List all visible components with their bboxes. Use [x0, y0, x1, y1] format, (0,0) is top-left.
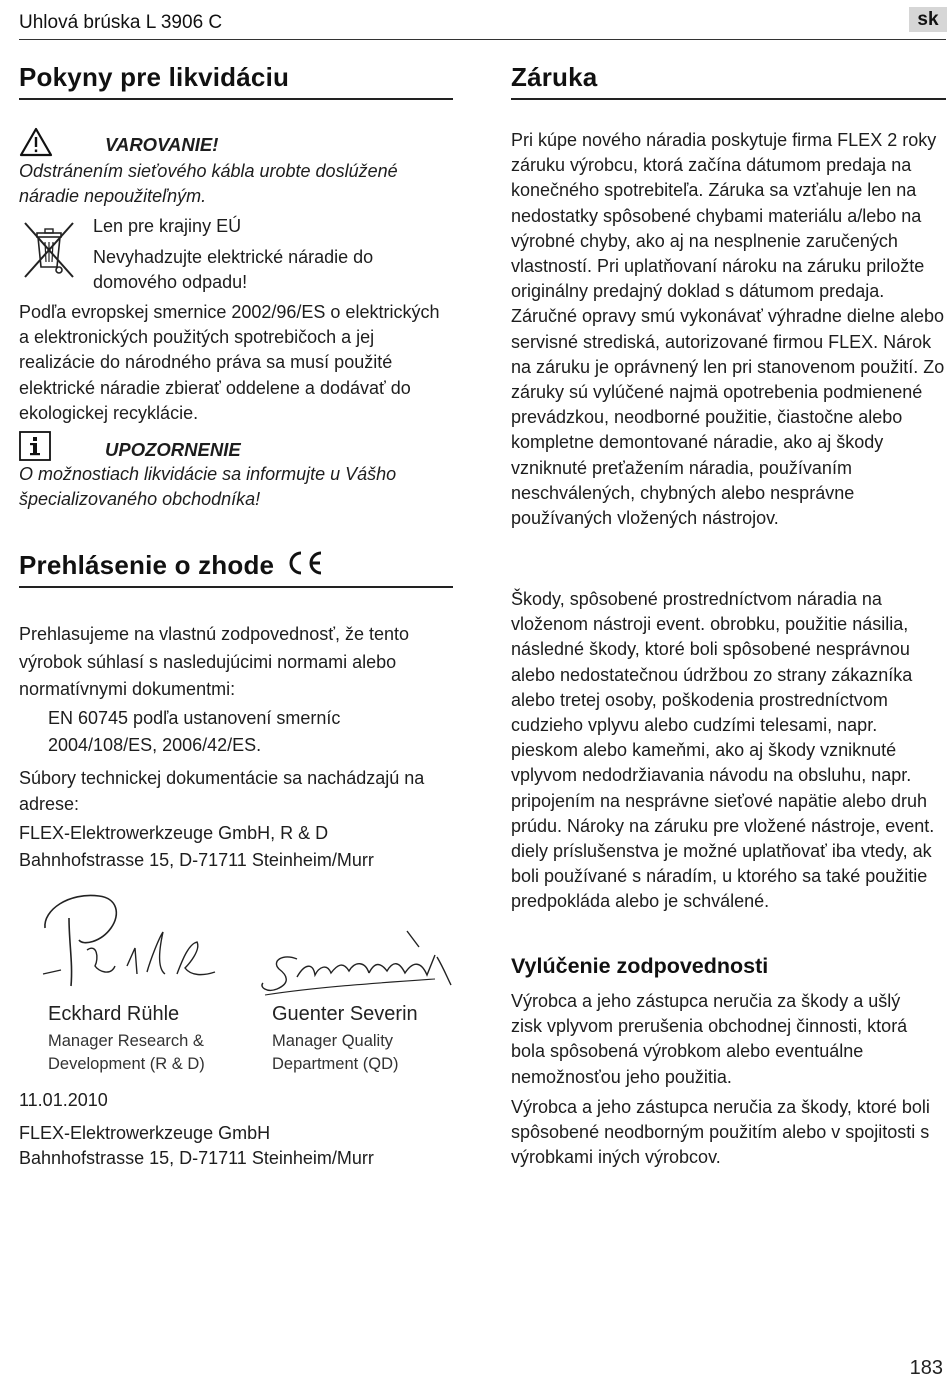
warranty-paragraph-1: Pri kúpe nového náradia poskytuje firma FLEX 2 roky záruku výrobcu, ktorá začína dátumom predaja na konečného spotrebiteľa. Záruka sa vzťahuje len na nedostatky spôsobené chybami materiálu a/lebo na výrobné chyby, ako aj na nesplnenie zaručených vlastností. Pri uplatňovaní nároku na záruku priložte originálny predajný doklad s dátumom predaja. Záručné opravy smú vykonávať výhradne dielne alebo servisné strediská, autorizované firmou FLEX. Nárok na záruku je oprávnený len pri stanovenom použití. Zo záruky sú vylúčené najmä opotrebenia podmienené prevádzkou, neodborné použitie, čiastočne alebo kompletne demontované náradie, ako aj škody vzniknuté preťažením náradia, používaním neschválených, chybných alebo nesprávne používaných vložených nástrojov.: [511, 130, 945, 529]
docs-text: Súbory technickej dokumentácie sa nachádzajú na adrese:: [19, 768, 425, 814]
standard-line-2: 2004/108/ES, 2006/42/ES.: [48, 735, 262, 755]
page-number: 183: [909, 1357, 943, 1379]
warranty-heading: Záruka: [511, 62, 598, 92]
signature-severin: [257, 925, 457, 1000]
address-line-2: Bahnhofstrasse 15, D-71711 Steinheim/Murr: [19, 850, 374, 870]
liability-paragraph-2: Výrobca a jeho zástupca neručia za škody, ktoré boli spôsobené neodborným použitím alebo v spojitosti s výrobkami iných výrobcov.: [511, 1097, 930, 1168]
signer2-role-2: Department (QD): [272, 1055, 399, 1073]
company-line-1: FLEX-Elektrowerkzeuge GmbH: [19, 1123, 271, 1143]
warning-triangle-icon: [19, 127, 53, 157]
eu-only-text: Len pre krajiny EÚ: [93, 216, 242, 236]
document-title: Uhlová brúska L 3906 C: [19, 12, 223, 33]
language-badge: sk: [909, 7, 947, 32]
warning-label: VAROVANIE!: [105, 134, 219, 155]
header-divider: [19, 39, 946, 40]
declaration-text: Prehlasujeme na vlastnú zodpovednosť, že tento výrobok súhlasí s nasledujúcimi normami alebo normatívnymi dokumentmi:: [19, 624, 409, 699]
conformity-heading-rule: [19, 586, 453, 588]
ce-mark-icon: [286, 550, 324, 583]
signer2-role-1: Manager Quality: [272, 1032, 394, 1050]
signer2-name: Guenter Severin: [272, 1003, 418, 1025]
company-line-2: Bahnhofstrasse 15, D-71711 Steinheim/Murr: [19, 1148, 374, 1168]
warranty-paragraph-2: Škody, spôsobené prostredníctvom náradia na vloženom nástroji event. obrobku, použitie násilia, následné škody, ktoré boli spôsobené nesprávnou alebo nedostatečnou údržbou zo strany zákazníka alebo tretej osoby, poškodenia prostredníctvom cudzieho vplyvu alebo cudzími telesami, napr. pieskom alebo kameňmi, ako aj škody vzniknuté vplyvom nedodržiavania návodu na obsluhu, napr. pripojením na nesprávne sieťové napätie alebo druh prúdu. Nároky na záruku pre vložené nástroje, event. diely príslušenstva je možné uplatňovať iba vtedy, ak boli používané s náradím, u ktorého sa také použitie predpokláda alebo je schválené.: [511, 589, 935, 912]
address-line-1: FLEX-Elektrowerkzeuge GmbH, R & D: [19, 823, 329, 843]
liability-heading: Vylúčenie zodpovednosti: [511, 954, 769, 978]
conformity-heading-text: Prehlásenie o zhode: [19, 550, 275, 580]
signing-date: 11.01.2010: [19, 1090, 108, 1110]
standard-line-1: EN 60745 podľa ustanovení smerníc: [48, 708, 341, 728]
note-label: UPOZORNENIE: [105, 439, 241, 460]
info-icon: [19, 431, 51, 461]
warning-text: Odstránením sieťového kábla urobte doslúžené náradie nepoužiteľným.: [19, 161, 398, 207]
note-text: O možnostiach likvidácie sa informujte u Vášho špecializovaného obchodníka!: [19, 464, 397, 510]
disposal-heading: Pokyny pre likvidáciu: [19, 62, 290, 92]
signature-ruehle: [39, 888, 219, 996]
liability-paragraph-1: Výrobca a jeho zástupca neručia za škody a ušlý zisk vplyvom prerušenia obchodnej činnosti, ktorá bola spôsobená výrobkom alebo eventuálne nemožnosťou jeho použitia.: [511, 991, 908, 1087]
signer1-role-1: Manager Research &: [48, 1032, 204, 1050]
signer1-name: Eckhard Rühle: [48, 1003, 180, 1025]
disposal-heading-rule: [19, 98, 453, 100]
conformity-heading: [19, 550, 324, 583]
no-household-text: Nevyhadzujte elektrické náradie do domového odpadu!: [93, 247, 374, 293]
directive-text: Podľa evropskej smernice 2002/96/ES o elektrických a elektronických použitých spotrebičoch a jej realizácie do národného práva sa musí použité elektrické náradie zbierať oddelene a dodávať do ekologickej recyklácie.: [19, 302, 440, 423]
signer1-role-2: Development (R & D): [48, 1055, 205, 1073]
crossed-bin-icon: [21, 219, 77, 281]
warranty-heading-rule: [511, 98, 946, 100]
